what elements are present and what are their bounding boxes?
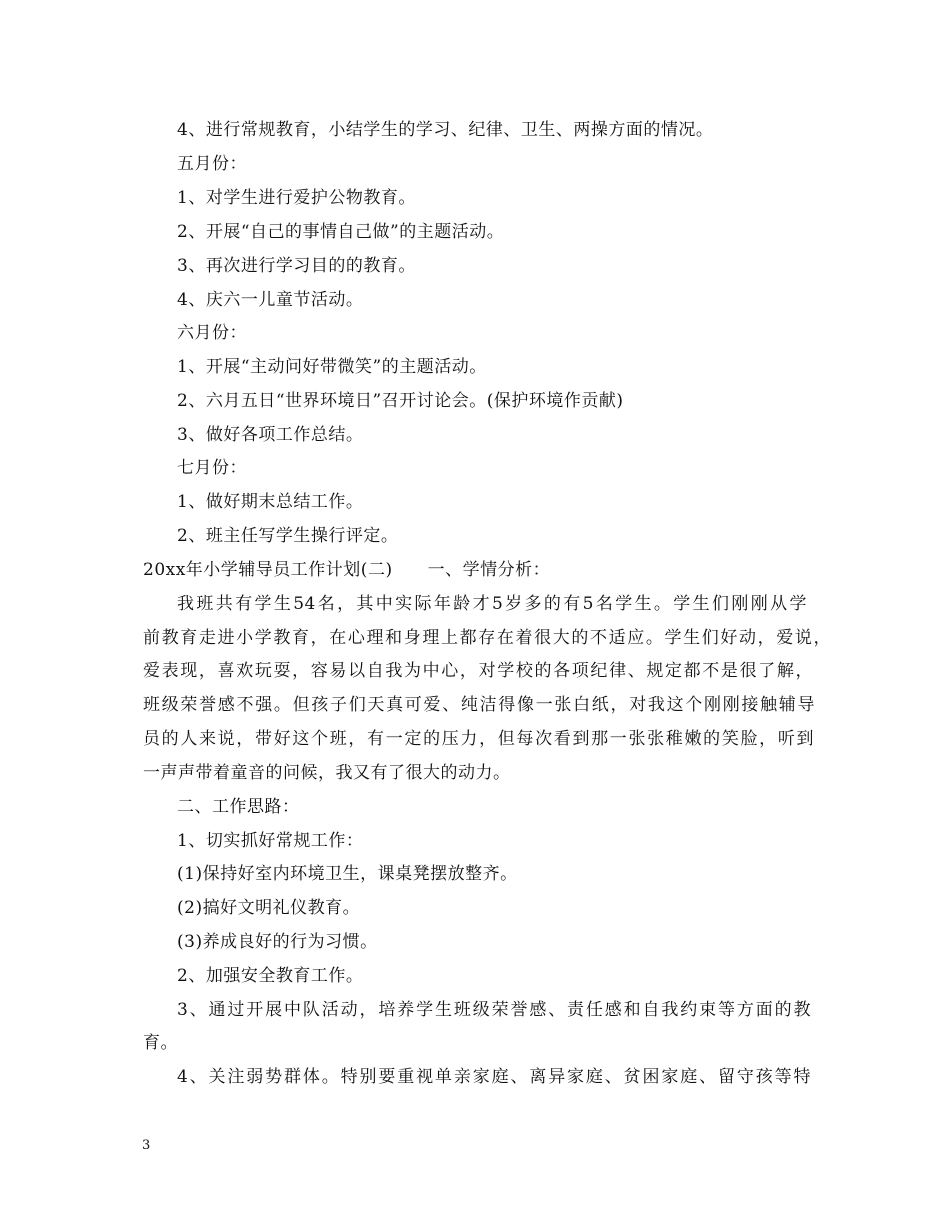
paragraph-line: 爱表现，喜欢玩耍，容易以自我为中心，对学校的各项纪律、规定都不是很了解， xyxy=(143,661,813,681)
page-number: 3 xyxy=(142,1138,151,1153)
text-line: 1、切实抓好常规工作： xyxy=(177,831,364,851)
section-title: 20xx年小学辅导员工作计划(二) 一、学情分析： xyxy=(143,560,551,580)
text-line: (1)保持好室内环境卫生，课桌凳摆放整齐。 xyxy=(177,864,518,884)
paragraph-line: 前教育走进小学教育，在心理和身理上都存在着很大的不适应。学生们好动，爱说， xyxy=(143,628,831,648)
month-heading: 五月份： xyxy=(177,154,247,174)
paragraph-line: 我班共有学生54名，其中实际年龄才5岁多的有5名学生。学生们刚刚从学 xyxy=(177,594,807,614)
month-heading: 七月份： xyxy=(177,458,247,478)
text-line: 2、六月五日“世界环境日”召开讨论会。(保护环境作贡献) xyxy=(177,391,624,411)
text-line: 2、班主任写学生操行评定。 xyxy=(177,526,399,546)
text-line: 2、加强安全教育工作。 xyxy=(177,966,364,986)
paragraph-line: 一声声带着童音的问候，我又有了很大的动力。 xyxy=(143,763,511,783)
month-heading: 六月份： xyxy=(177,323,247,343)
text-line: 1、做好期末总结工作。 xyxy=(177,492,364,512)
paragraph-line: 育。 xyxy=(143,1033,178,1053)
paragraph-line: 4、关注弱势群体。特别要重视单亲家庭、离异家庭、贫困家庭、留守孩等特 xyxy=(177,1067,811,1087)
text-line: 2、开展“自己的事情自己做”的主题活动。 xyxy=(177,222,505,242)
paragraph-line: 3、通过开展中队活动，培养学生班级荣誉感、责任感和自我约束等方面的教 xyxy=(177,1000,811,1020)
text-line: 4、庆六一儿童节活动。 xyxy=(177,290,364,310)
section-heading: 二、工作思路： xyxy=(177,797,300,817)
text-line: 1、对学生进行爱护公物教育。 xyxy=(177,188,416,208)
text-line: 3、做好各项工作总结。 xyxy=(177,425,364,445)
text-line: 1、开展“主动问好带微笑”的主题活动。 xyxy=(177,357,487,377)
text-line: 3、再次进行学习目的的教育。 xyxy=(177,256,416,276)
paragraph-line: 班级荣誉感不强。但孩子们天真可爱、纯洁得像一张白纸，对我这个刚刚接触辅导 xyxy=(143,695,815,715)
text-line: (2)搞好文明礼仪教育。 xyxy=(177,898,361,918)
paragraph-line: 员的人来说，带好这个班，有一定的压力，但每次看到那一张张稚嫩的笑脸，听到 xyxy=(143,729,814,749)
text-line: 4、进行常规教育，小结学生的学习、纪律、卫生、两操方面的情况。 xyxy=(177,120,714,140)
text-line: (3)养成良好的行为习惯。 xyxy=(177,932,378,952)
